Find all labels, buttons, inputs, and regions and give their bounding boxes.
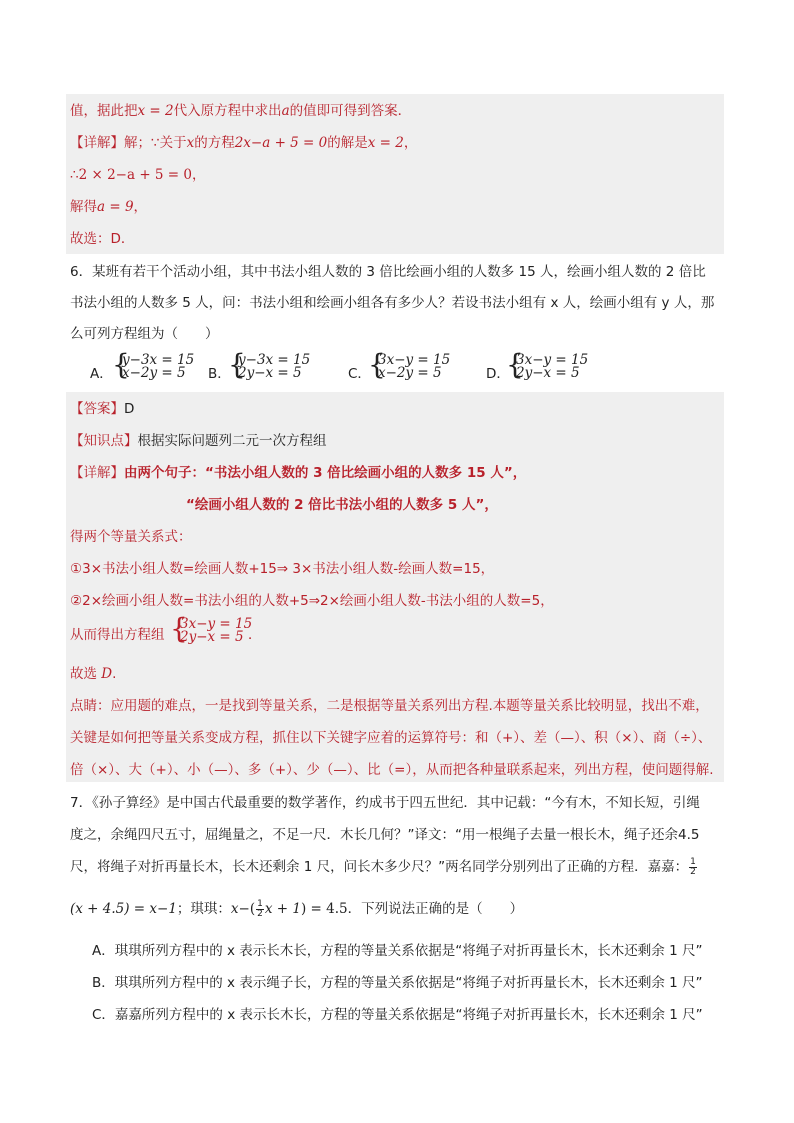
q6-line-1: 6．某班有若干个活动小组，其中书法小组人数的 3 倍比绘画小组的人数多 15 人，绘画小组人数的 2 倍比: [70, 264, 706, 280]
option-system: [506, 348, 596, 382]
sol6-conclude-end: ．: [248, 627, 262, 643]
q7-option-a[interactable]: A．琪琪所列方程中的 x 表示长木长，方程的等量关系依据是“将绳子对折再量长木，长木还剩余 1 尺”: [92, 943, 703, 959]
sol6-relation: 得两个等量关系式：: [70, 529, 192, 545]
sol6-detail-2: “绘画小组人数的 2 倍比书法小组的人数多 5 人”，: [186, 497, 498, 513]
sol6-choose: 故选 D.: [70, 666, 117, 682]
q7-line-1: 7．《孙子算经》是中国古代最重要的数学著作，约成书于四五世纪．其中记载：“今有木，不知长短，引绳: [70, 795, 700, 811]
sol6-answer: 【答案】D: [70, 401, 135, 417]
equation-1: y−3x = 15: [238, 352, 311, 368]
q7-option-b[interactable]: B．琪琪所列方程中的 x 表示绳子长，方程的等量关系依据是“将绳子对折再量长木，长木还剩余 1 尺”: [92, 975, 703, 991]
option-system: [112, 348, 202, 382]
brace-icon: {: [368, 348, 386, 381]
prev-step-1: ∴2 × 2−a + 5 = 0，: [70, 167, 206, 183]
option-system: [368, 348, 458, 382]
sol6-comment-2: 关键是如何把等量关系变成方程，抓住以下关键字应着的运算符号：和（+）、差（—）、积（×）、商（÷）、: [70, 730, 712, 746]
option-letter: D．: [486, 366, 510, 382]
sol6-relation-2: ②2×绘画小组人数=书法小组的人数+5⇒2×绘画小组人数-书法小组的人数=5，: [70, 593, 554, 609]
brace-icon: {: [506, 348, 524, 381]
equation-2: x−2y = 5: [122, 365, 186, 381]
prev-line-1: 值，据此把x = 2代入原方程中求出a的值即可得到答案．: [70, 103, 412, 119]
equation-2: 2y−x = 5: [516, 365, 580, 381]
brace-icon: {: [112, 348, 130, 381]
option-letter: C．: [348, 366, 371, 382]
q6-line-3: 么可列方程组为（ ）: [70, 326, 219, 342]
prev-detail: 【详解】解；∵关于x的方程2x−a + 5 = 0的解是x = 2，: [70, 135, 418, 151]
equation-2: x−2y = 5: [378, 365, 442, 381]
prev-answer: 故选：D．: [70, 231, 135, 247]
sol6-knowledge-point: 【知识点】根据实际问题列二元一次方程组: [70, 433, 327, 449]
sol6-system: [170, 612, 253, 646]
brace-icon: {: [170, 612, 188, 645]
option-letter: B．: [208, 366, 231, 382]
sol6-conclude: 从而得出方程组: [70, 627, 165, 643]
q6-line-2: 书法小组的人数多 5 人，问：书法小组和绘画小组各有多少人？若设书法小组有 x 人，绘画小组有 y 人，那: [70, 295, 715, 311]
brace-icon: {: [228, 348, 246, 381]
option-letter: A．: [90, 366, 113, 382]
q7-line-4: (x + 4.5) = x−1；琪琪：x−( $\frac{1}{2}$ x + 1) = 4.5．下列说法正确的是（ ）: [70, 898, 524, 919]
equation-2: 2y−x = 5: [238, 365, 302, 381]
equation-1: y−3x = 15: [122, 352, 195, 368]
sol6-comment-1: 点睛：应用题的难点，一是找到等量关系，二是根据等量关系列出方程.本题等量关系比较明显，找出不难，: [70, 698, 709, 714]
option-system: [228, 348, 318, 382]
fraction-half: $\frac{1}{2}$: [690, 856, 696, 877]
q7-line-2: 度之，余绳四尺五寸，屈绳量之，不足一尺．木长几何？”译文：“用一根绳子去量一根长木，绳子还余4.5: [70, 827, 700, 843]
equation-1: 3x−y = 15: [180, 616, 253, 632]
q7-option-c[interactable]: C．嘉嘉所列方程中的 x 表示长木长，方程的等量关系依据是“将绳子对折再量长木，长木还剩余 1 尺”: [92, 1007, 703, 1023]
prev-step-2: 解得a = 9，: [70, 199, 148, 215]
sol6-relation-1: ①3×书法小组人数=绘画人数+15⇒ 3×书法小组人数-绘画人数=15，: [70, 561, 495, 577]
sol6-detail-1: 【详解】由两个句子：“书法小组人数的 3 倍比绘画小组的人数多 15 人”，: [70, 465, 527, 481]
equation-2: 2y−x = 5: [180, 629, 244, 645]
q7-line-3: 尺，将绳子对折再量长木，长木还剩余 1 尺，问长木多少尺？”两名同学分别列出了正确的方程．嘉嘉： $\frac{1}{2}$: [70, 856, 696, 877]
equation-1: 3x−y = 15: [378, 352, 451, 368]
equation-1: 3x−y = 15: [516, 352, 589, 368]
fraction-half: $\frac{1}{2}$: [257, 898, 263, 919]
sol6-comment-3: 倍（×）、大（+）、小（—）、多（+）、少（—）、比（=），从而把各种量联系起来，列出方程，使问题得解.: [70, 762, 714, 778]
